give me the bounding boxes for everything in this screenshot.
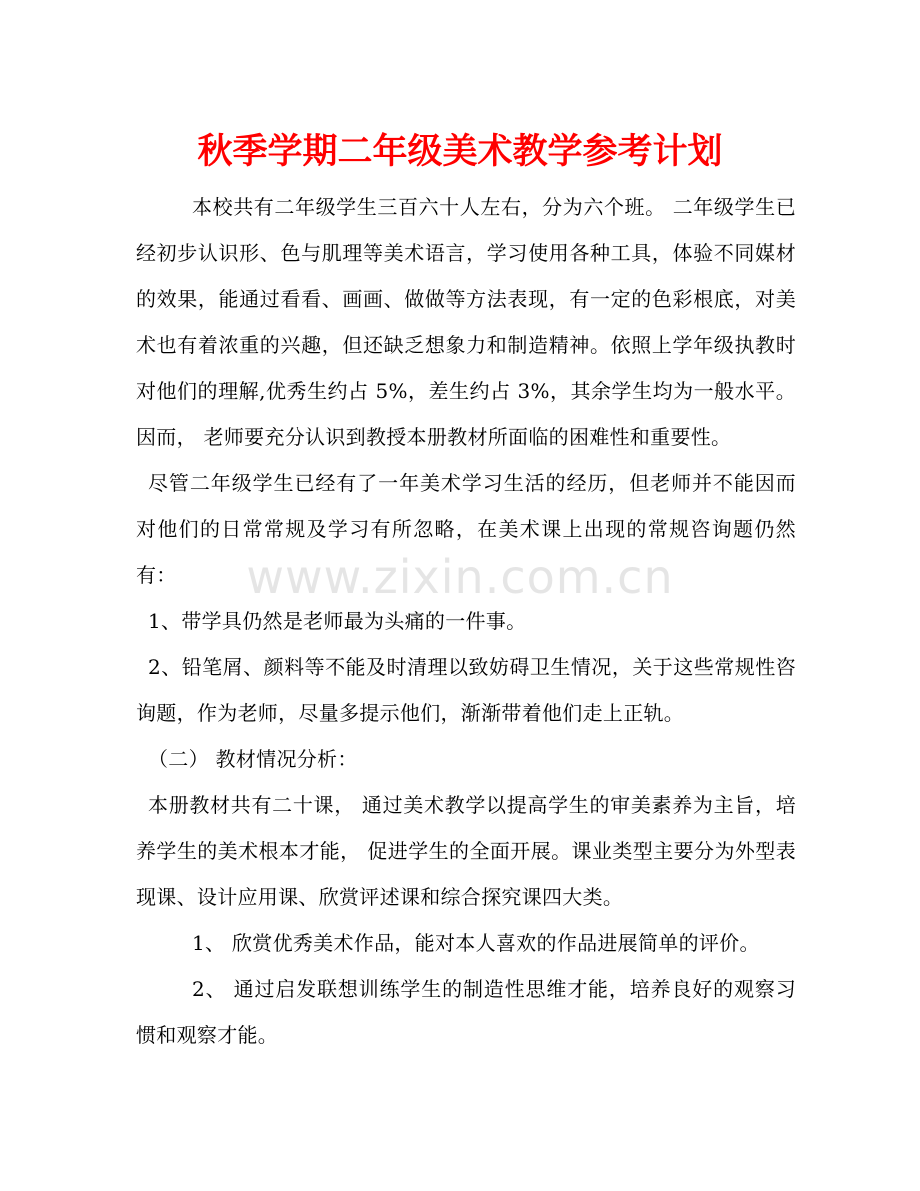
section-heading-textbook-analysis: （二） 教材情况分析： [148,747,358,771]
watermark: www.zixin.com.cn [246,550,674,604]
paragraph-student-overview: 本校共有二年级学生三百六十人左右，分为六个班。 二年级学生已经初步认识形、色与肌理等美术语言，学习使用各种工具，体验不同媒材的效果，能通过看看、画画、做做等方法表现，有一定的色彩根底，对美术也有着浓重的兴趣，但还缺乏想象力和制造精神。依照上学年级执教时对他们的理解,优秀生约占 5%，差生约占 3%，其余学生均为一般水平。因而， 老师要充分认识到教授本册教材所面临的困难性和重要性。 [136,195,796,449]
list-item-cleanup: 2、铅笔屑、颜料等不能及时清理以致妨碍卫生情况，关于这些常规性咨询题，作为老师，尽量多提示他们，渐渐带着他们走上正轨。 [136,655,796,725]
paragraph-routine-issues: 尽管二年级学生已经有了一年美术学习生活的经历，但老师并不能因而对他们的日常常规及学习有所忽略，在美术课上出现的常规咨询题仍然有： [136,471,796,587]
document-body [136,184,796,1058]
list-item-appreciation: 1、 欣赏优秀美术作品，能对本人喜欢的作品进展简单的评价。 [192,931,760,955]
document-title: 秋季学期二年级美术教学参考计划 [197,132,723,172]
paragraph-textbook-overview: 本册教材共有二十课， 通过美术教学以提高学生的审美素养为主旨，培养学生的美术根本才能， 促进学生的全面开展。课业类型主要分为外型表现课、设计应用课、欣赏评述课和综合探究课四大类。 [136,793,796,909]
list-item-creative-thinking: 2、 通过启发联想训练学生的制造性思维才能，培养良好的观察习惯和观察才能。 [136,977,796,1047]
list-item-supplies: 1、带学具仍然是老师最为头痛的一件事。 [148,609,527,633]
